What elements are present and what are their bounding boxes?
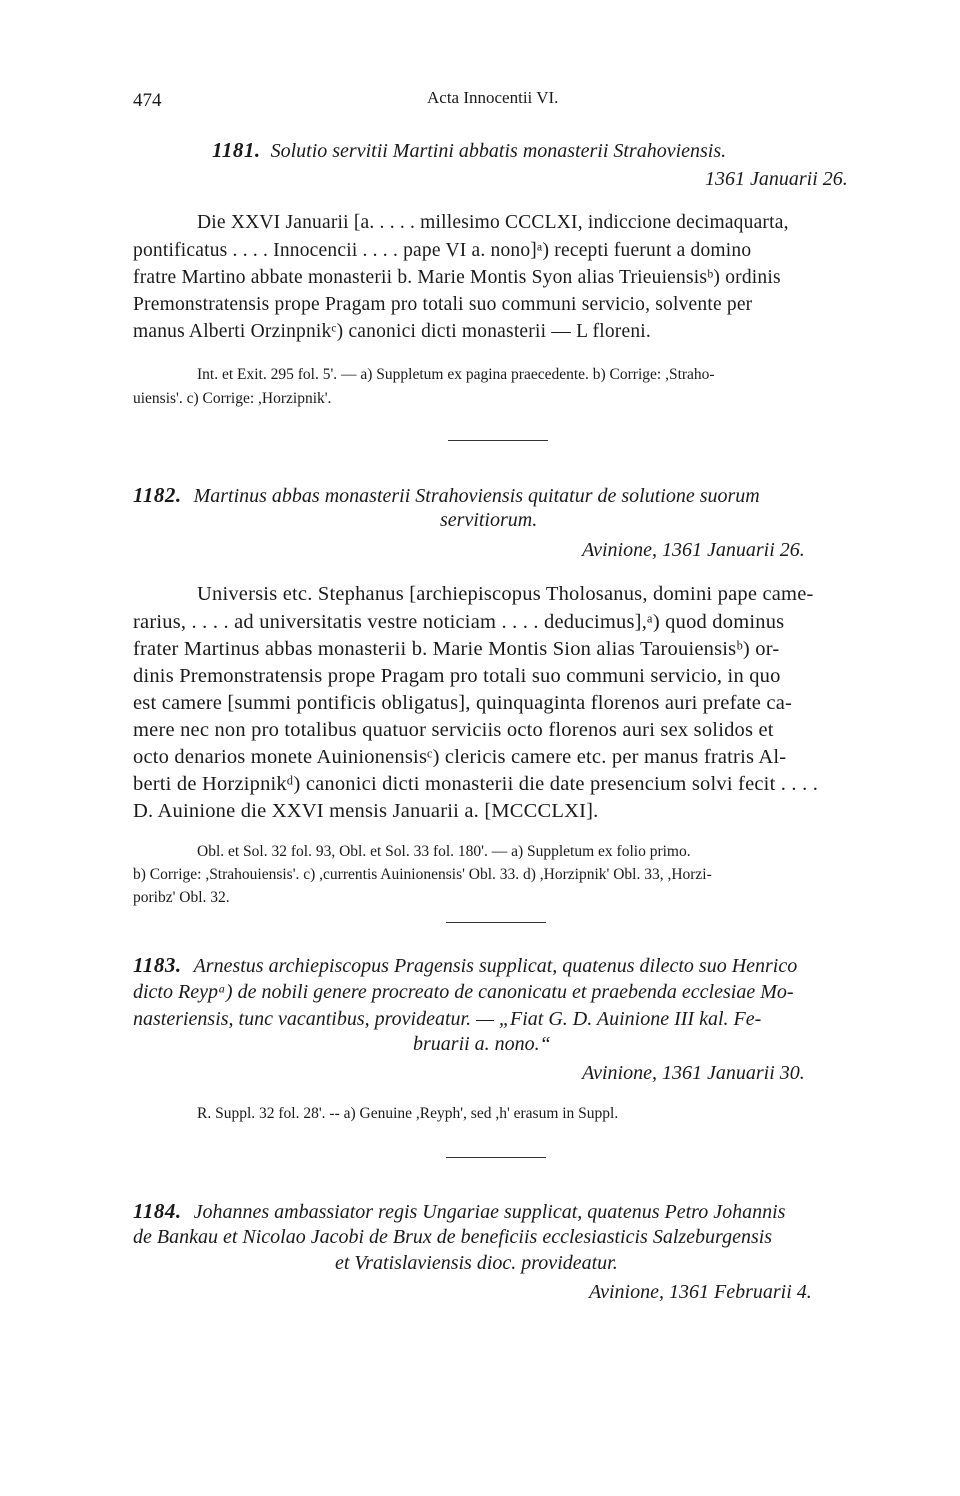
entry-1183-title-line: bruarii a. nono.“ bbox=[413, 1033, 551, 1055]
entry-1181-text-line: fratre Martino abbate monasterii b. Marie Montis Syon alias Trieuiensisᵇ) ordinis bbox=[133, 267, 781, 288]
entry-1181-heading bbox=[212, 138, 726, 163]
entry-1181-text-line bbox=[197, 212, 867, 234]
entry-1182-footnote: b) Corrige: ,Strahouiensis'. c) ,currentis Auinionensis' Obl. 33. d) ,Horzipnik' Obl. 33, ,Horzi- bbox=[133, 866, 712, 883]
entry-1181-text-line: pontificatus . . . . Innocencii . . . . pape VI a. nono]ᵃ) recepti fuerunt a domino bbox=[133, 240, 752, 261]
entry-1182-text-line: dinis Premonstratensis prope Pragam pro totali suo communi servicio, in quo bbox=[133, 665, 781, 687]
entry-1182-text-line: berti de Horzipnikᵈ) canonici dicti monasterii die date presencium solvi fecit . . . . bbox=[133, 773, 819, 795]
entry-title: Martinus abbas monasterii Strahoviensis quitatur de solutione suorum bbox=[193, 485, 760, 507]
entry-1182-heading bbox=[133, 483, 760, 508]
entry-number: 1181. bbox=[212, 138, 261, 162]
entry-1182-text-line: octo denarios monete Auinionensisᶜ) clericis camere etc. per manus fratris Al- bbox=[133, 746, 787, 768]
entry-1182-date: Avinione, 1361 Januarii 26. bbox=[582, 539, 805, 561]
entry-1182-text-line: frater Martinus abbas monasterii b. Marie Montis Sion alias Tarouiensisᵇ) or- bbox=[133, 638, 780, 660]
section-divider bbox=[446, 922, 546, 923]
entry-1183-heading bbox=[133, 953, 797, 978]
entry-1181-text-line: manus Alberti Orzinpnikᶜ) canonici dicti monasterii — L floreni. bbox=[133, 321, 651, 342]
entry-1184-date: Avinione, 1361 Februarii 4. bbox=[589, 1281, 812, 1303]
entry-1182-text-line: mere nec non pro totalibus quatuor serviciis octo florenos auri sex solidos et bbox=[133, 719, 774, 741]
entry-1184-heading bbox=[133, 1199, 785, 1224]
entry-number: 1184. bbox=[133, 1199, 182, 1223]
entry-1182-footnote: poribz' Obl. 32. bbox=[133, 889, 230, 906]
entry-1183-title-line: dicto Reypᵃ) de nobili genere procreato de canonicatu et praebenda ecclesiae Mo- bbox=[133, 981, 794, 1003]
entry-1184-title-line: et Vratislaviensis dioc. provideatur. bbox=[335, 1252, 618, 1274]
entry-title: Arnestus archiepiscopus Pragensis supplicat, quatenus dilecto suo Henrico bbox=[193, 955, 798, 977]
entry-1182-text-line: D. Auinione die XXVI mensis Januarii a. [MCCCLXI]. bbox=[133, 800, 599, 822]
entry-number: 1183. bbox=[133, 953, 182, 977]
entry-1182-title-cont: servitiorum. bbox=[440, 509, 538, 531]
entry-1183-footnote: R. Suppl. 32 fol. 28'. -- a) Genuine ,Reyph', sed ,h' erasum in Suppl. bbox=[197, 1105, 619, 1122]
section-divider bbox=[446, 1157, 546, 1158]
entry-1182-footnote: Obl. et Sol. 32 fol. 93, Obl. et Sol. 33 fol. 180'. — a) Suppletum ex folio primo. bbox=[197, 843, 691, 860]
text-line: Die XXVI Januarii [a. . . . . millesimo CCCLXI, indiccione decimaquarta, bbox=[197, 212, 789, 233]
section-divider bbox=[448, 440, 548, 441]
entry-1184-title-line: de Bankau et Nicolao Jacobi de Brux de beneficiis ecclesiasticis Salzeburgensis bbox=[133, 1226, 773, 1248]
entry-number: 1182. bbox=[133, 483, 182, 507]
entry-1183-title-line: nasteriensis, tunc vacantibus, provideatur. — „Fiat G. D. Auinione III kal. Fe- bbox=[133, 1008, 762, 1030]
entry-1182-text-line: est camere [summi pontificis obligatus], quinquaginta florenos auri prefate ca- bbox=[133, 692, 793, 714]
entry-1183-date: Avinione, 1361 Januarii 30. bbox=[582, 1062, 805, 1084]
page-number: 474 bbox=[133, 90, 162, 111]
entry-title: Solutio servitii Martini abbatis monasterii Strahoviensis. bbox=[270, 140, 727, 162]
entry-1181-text-line: Premonstratensis prope Pragam pro totali suo communi servicio, solvente per bbox=[133, 294, 753, 315]
entry-1181-footnote: Int. et Exit. 295 fol. 5'. — a) Suppletum ex pagina praecedente. b) Corrige: ,Straho- bbox=[197, 366, 715, 383]
entry-1181-footnote: uiensis'. c) Corrige: ,Horzipnik'. bbox=[133, 390, 332, 407]
running-title: Acta Innocentii VI. bbox=[427, 88, 559, 107]
entry-title: Johannes ambassiator regis Ungariae supplicat, quatenus Petro Johannis bbox=[193, 1201, 786, 1223]
entry-1181-date: 1361 Januarii 26. bbox=[705, 168, 848, 190]
entry-1182-text-line: rarius, . . . . ad universitatis vestre noticiam . . . . deducimus],ᵃ) quod dominus bbox=[133, 611, 785, 633]
entry-1182-text-line: Universis etc. Stephanus [archiepiscopus Tholosanus, domini pape came- bbox=[197, 583, 814, 605]
